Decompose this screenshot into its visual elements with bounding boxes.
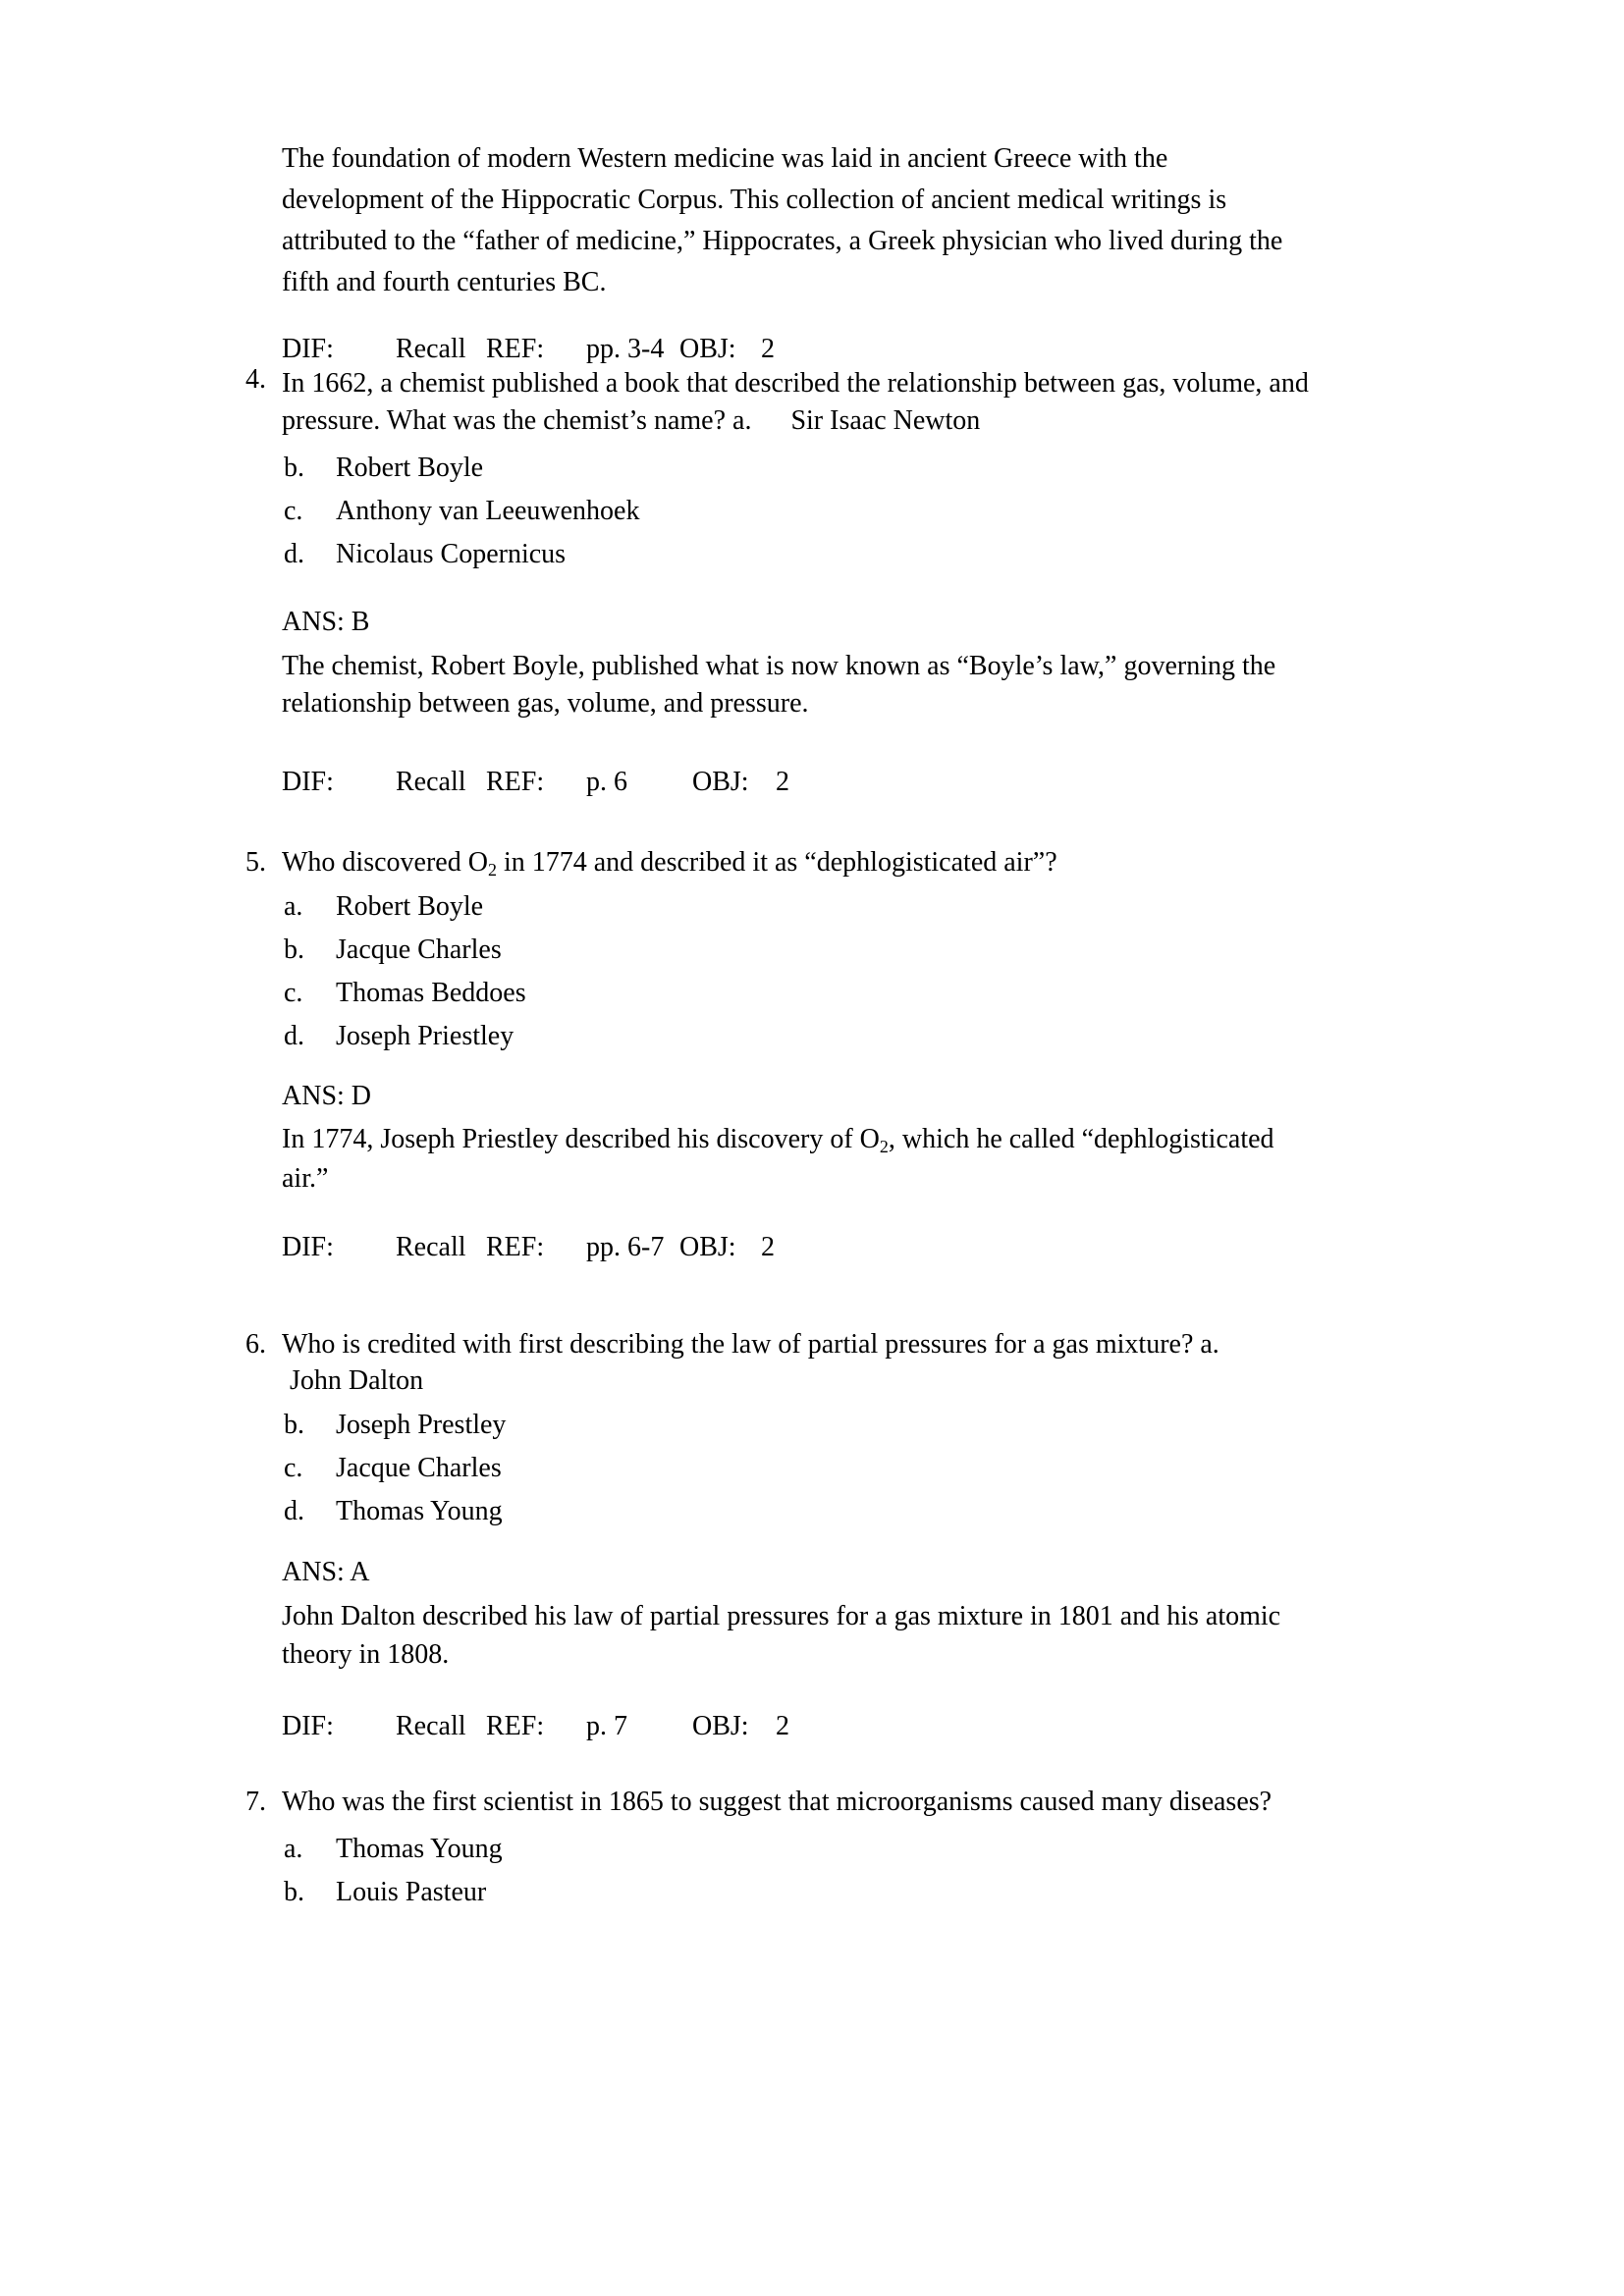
obj-label: OBJ: xyxy=(679,334,736,364)
question-number-4: 4. xyxy=(245,364,266,395)
question-line xyxy=(282,1326,1219,1362)
option-row xyxy=(284,1871,503,1914)
question-number-7: 7. xyxy=(245,1787,266,1817)
paragraph-line: fifth and fourth centuries BC. xyxy=(282,267,607,297)
option-row xyxy=(284,533,639,576)
explanation-line: John Dalton described his law of partial pressures for a gas mixture in 1801 and his atomic xyxy=(282,1601,1281,1631)
explanation-text: , which he called “dephlogisticated xyxy=(888,1124,1274,1154)
question-6-options xyxy=(284,1404,506,1533)
option-row xyxy=(284,972,526,1015)
ref-value: p. 7 xyxy=(586,1711,627,1741)
option-text: Joseph Priestley xyxy=(336,1021,514,1051)
option-row xyxy=(284,490,639,533)
subscript: 2 xyxy=(487,860,497,880)
option-text: Jacque Charles xyxy=(336,1453,502,1483)
question-number-5: 5. xyxy=(245,847,266,878)
paragraph-line: development of the Hippocratic Corpus. This collection of ancient medical writings is xyxy=(282,185,1227,215)
dif-value: Recall xyxy=(396,334,466,364)
explanation-q4 xyxy=(282,648,1275,722)
obj-value: 2 xyxy=(761,334,775,364)
ref-label: REF: xyxy=(486,1711,545,1741)
option-text: Nicolaus Copernicus xyxy=(336,539,567,569)
question-line-text: Who discovered O xyxy=(282,847,488,878)
option-row xyxy=(284,447,639,490)
ref-label: REF: xyxy=(486,1232,545,1262)
explanation-line: The chemist, Robert Boyle, published what is now known as “Boyle’s law,” governing the xyxy=(282,651,1276,681)
answer-line-q6: ANS: A xyxy=(282,1557,370,1587)
question-line xyxy=(282,1362,1219,1399)
explanation-q5 xyxy=(282,1121,1274,1198)
option-letter: d. xyxy=(284,1496,304,1526)
option-letter: b. xyxy=(284,1410,304,1440)
dif-value: Recall xyxy=(396,1711,466,1741)
ref-label: REF: xyxy=(486,334,545,364)
option-letter: c. xyxy=(284,978,303,1008)
question-line-text: pressure. What was the chemist’s name? xyxy=(282,405,727,436)
option-letter: c. xyxy=(284,1453,303,1483)
option-letter: a. xyxy=(284,1834,303,1864)
obj-label: OBJ: xyxy=(692,767,749,797)
option-text: Louis Pasteur xyxy=(336,1877,487,1907)
question-5-text xyxy=(282,842,1057,885)
option-text: Thomas Young xyxy=(336,1496,503,1526)
obj-label: OBJ: xyxy=(692,1711,749,1741)
option-letter: b. xyxy=(284,453,304,483)
obj-value: 2 xyxy=(776,1711,789,1741)
obj-value: 2 xyxy=(776,767,789,797)
question-5-options xyxy=(284,885,526,1058)
paragraph-line: The foundation of modern Western medicine was laid in ancient Greece with the xyxy=(282,143,1168,174)
ref-value: p. 6 xyxy=(586,767,627,797)
option-letter: d. xyxy=(284,539,304,569)
dif-label: DIF: xyxy=(282,1711,334,1741)
option-letter: a. xyxy=(284,891,303,922)
option-letter: d. xyxy=(284,1021,304,1051)
question-number-6: 6. xyxy=(245,1329,266,1360)
answer-line-q4: ANS: B xyxy=(282,607,370,637)
question-line-text: in 1774 and described it as “dephlogisticated air”? xyxy=(496,847,1057,878)
option-text: Thomas Young xyxy=(336,1834,503,1864)
dif-value: Recall xyxy=(396,1232,466,1262)
option-row xyxy=(284,1828,503,1871)
question-6-text xyxy=(282,1326,1219,1399)
dif-label: DIF: xyxy=(282,767,334,797)
ref-label: REF: xyxy=(486,767,545,797)
inline-option-text: John Dalton xyxy=(290,1365,424,1396)
question-7-text: Who was the first scientist in 1865 to suggest that microorganisms caused many diseases? xyxy=(282,1787,1272,1817)
explanation-q6 xyxy=(282,1597,1280,1674)
subscript: 2 xyxy=(879,1137,889,1156)
inline-option-letter: a. xyxy=(732,405,752,436)
answer-line-q5: ANS: D xyxy=(282,1081,372,1111)
question-line xyxy=(282,402,1309,440)
option-text: Robert Boyle xyxy=(336,453,484,483)
dif-value: Recall xyxy=(396,767,466,797)
explanation-text: In 1774, Joseph Priestley described his discovery of O xyxy=(282,1124,880,1154)
explanation-line: air.” xyxy=(282,1163,329,1194)
option-row xyxy=(284,885,526,929)
intro-paragraph xyxy=(282,138,1282,303)
option-letter: b. xyxy=(284,934,304,965)
inline-option-text: Sir Isaac Newton xyxy=(790,405,981,436)
option-text: Anthony van Leeuwenhoek xyxy=(336,496,640,526)
explanation-line: relationship between gas, volume, and pressure. xyxy=(282,688,809,719)
question-line: In 1662, a chemist published a book that described the relationship between gas, volume, and xyxy=(282,368,1309,399)
option-text: Robert Boyle xyxy=(336,891,484,922)
option-text: Joseph Prestley xyxy=(336,1410,507,1440)
option-row xyxy=(284,1404,506,1447)
obj-label: OBJ: xyxy=(679,1232,736,1262)
option-row xyxy=(284,1490,506,1533)
obj-value: 2 xyxy=(761,1232,775,1262)
option-row xyxy=(284,1447,506,1490)
question-7-options xyxy=(284,1828,503,1914)
ref-value: pp. 6-7 xyxy=(586,1232,665,1262)
question-4-options xyxy=(284,447,639,576)
option-letter: c. xyxy=(284,496,303,526)
option-letter: b. xyxy=(284,1877,304,1907)
ref-value: pp. 3-4 xyxy=(586,334,665,364)
option-row xyxy=(284,929,526,972)
option-text: Jacque Charles xyxy=(336,934,502,965)
dif-label: DIF: xyxy=(282,1232,334,1262)
explanation-line: theory in 1808. xyxy=(282,1639,450,1670)
option-row xyxy=(284,1015,526,1058)
question-4-text xyxy=(282,365,1309,440)
inline-option-letter: a. xyxy=(1200,1329,1219,1360)
paragraph-line: attributed to the “father of medicine,” Hippocrates, a Greek physician who lived during the xyxy=(282,226,1283,256)
explanation-line xyxy=(282,1121,1274,1160)
question-line-text: Who is credited with first describing the law of partial pressures for a gas mixture? xyxy=(282,1329,1194,1360)
option-text: Thomas Beddoes xyxy=(336,978,526,1008)
dif-label: DIF: xyxy=(282,334,334,364)
